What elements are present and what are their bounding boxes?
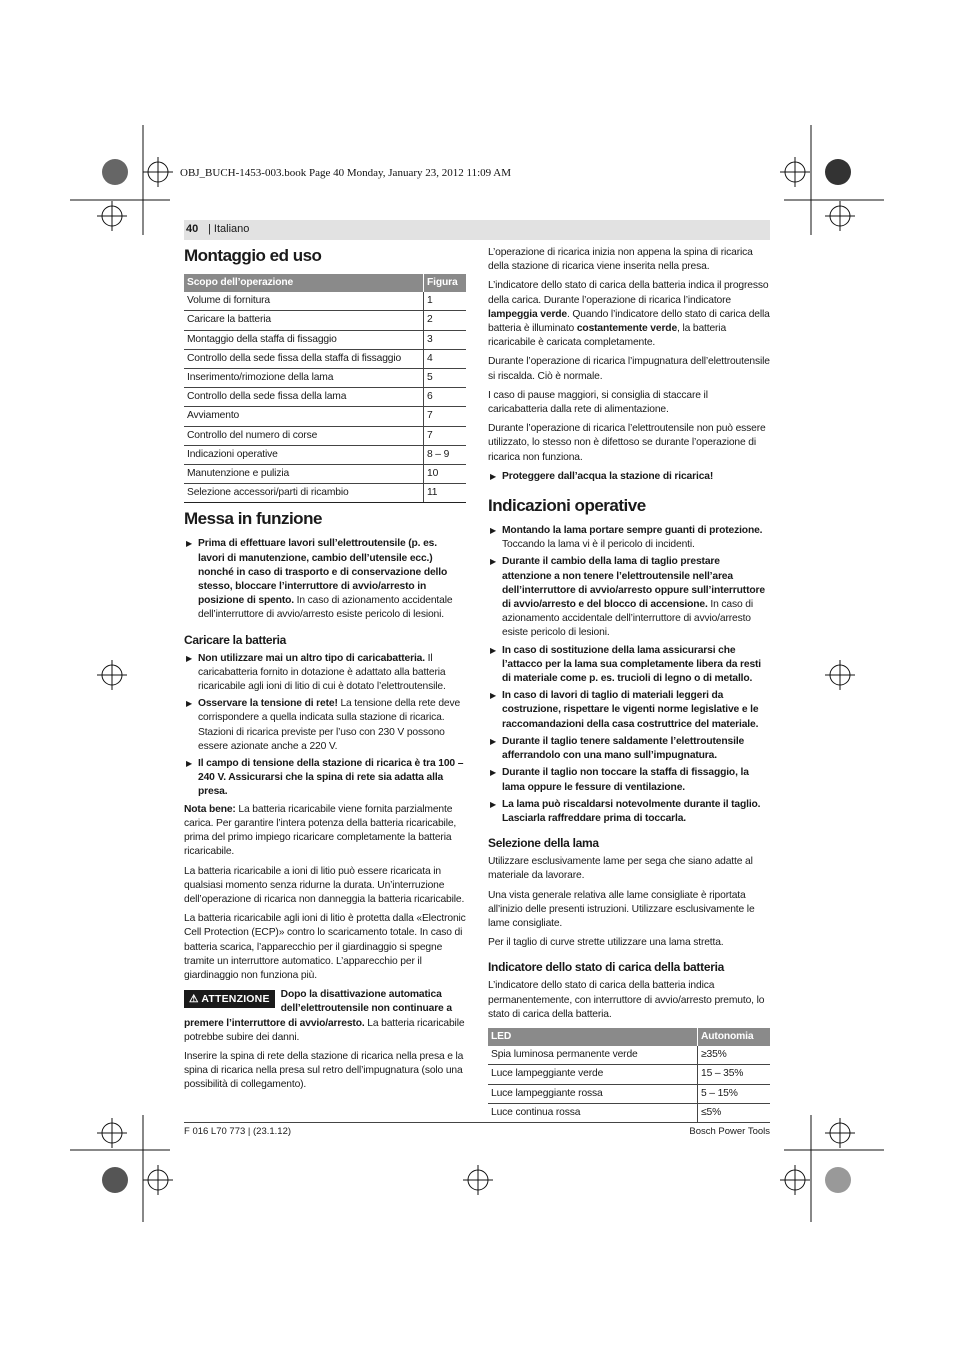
triangle-bullet-icon: ▶ (490, 736, 497, 746)
list-item: ▶ Durante il taglio non toccare la staffa di fissaggio, la lama oppure le fessure di ventilazione. (490, 767, 749, 793)
table-row: Controllo del numero di corse 7 (184, 426, 466, 445)
list-item: ▶ Osservare la tensione di rete! La tensione della rete deve corrispondere a quella indicata sulla stazione di ricarica. Stazioni di ricarica previste per l’uso con 230 V possono essere azionate anche a 220 V. (186, 698, 461, 752)
right-column (488, 246, 770, 1129)
warning-triangle-icon: ⚠ (189, 993, 199, 1006)
triangle-bullet-icon: ▶ (490, 645, 497, 655)
operations-table (184, 274, 466, 503)
left-column (184, 246, 466, 1098)
table-row: Caricare la batteria 2 (184, 311, 466, 330)
paragraph: Una vista generale relativa alle lame consigliate è riportata all’inizio delle presenti istruzioni. Utilizzare esclusivamente le lame consigliate. (488, 889, 755, 929)
subheading-indicatore: Indicatore dello stato di carica della batteria (488, 960, 724, 975)
table-row: Montaggio della staffa di fissaggio 3 (184, 330, 466, 349)
triangle-bullet-icon: ▶ (490, 526, 497, 536)
page-header-bar (184, 220, 770, 240)
table-row: Manutenzione e pulizia 10 (184, 465, 466, 484)
table-header: Scopo dell’operazione (184, 274, 424, 292)
list-item: ▶ Proteggere dall’acqua la stazione di ricarica! (488, 470, 770, 484)
list-item: ▶ Durante il taglio tenere saldamente l’elettroutensile afferrandolo con una mano sull’impugnatura. (490, 735, 745, 762)
subheading-selezione: Selezione della lama (488, 836, 599, 851)
paragraph: La batteria ricaricabile a ioni di litio può essere ricaricata in qualsiasi momento senza ridurne la durata. Un’interruzione dell’operazione di ricarica non danneggia la batteria ricaricabile. (184, 865, 465, 905)
list-item: ▶ Prima di effettuare lavori sull’elettroutensile (p. es. lavori di manutenzione, cambio dell’utensile ecc.) nonché in caso di trasporto e di conservazione dello stesso, bloccare l’interruttore di avvio/arresto in posizione di spento. In caso di azionamento accidentale dell’interruttore di avvio/arresto esiste pericolo di lesioni. (186, 538, 453, 621)
footer-document-code: F 016 L70 773 | (23.1.12) (184, 1126, 292, 1137)
paragraph: L’indicatore dello stato di carica della batteria indica permanentemente, con interruttore di avvio/arresto premuto, lo stato di carica della batteria. (488, 980, 765, 1020)
paragraph: L’operazione di ricarica inizia non appena la spina di ricarica della stazione di ricarica viene inserita nella presa. (488, 247, 753, 273)
triangle-bullet-icon: ▶ (186, 653, 193, 663)
triangle-bullet-icon: ▶ (186, 539, 193, 549)
list-item: ▶ La lama può riscaldarsi notevolmente durante il taglio. Lasciarla raffreddare prima di toccarla. (490, 798, 761, 824)
warning-block: ⚠ ATTENZIONE Dopo la disattivazione automatica dell’elettroutensile non continuare a premere l’interruttore di avvio/arresto. La batteria ricaricabile potrebbe subire dei danni. (184, 989, 465, 1043)
paragraph: Inserire la spina di rete della stazione di ricarica nella presa e la spina di ricarica nella presa sul retro dell’impugnatura (solo una possibilità di collegamento). (184, 1050, 464, 1091)
triangle-bullet-icon: ▶ (490, 557, 497, 567)
header-language: | Italiano (208, 223, 250, 235)
list-item: ▶ In caso di sostituzione della lama assicurarsi che l’attacco per la lama sua completamente libera da resti di materiale come p. es. trucioli di legno o di metallo. (490, 644, 762, 685)
table-row: Luce lampeggiante verde 15 – 35% (488, 1065, 770, 1084)
table-row: Volume di fornitura 1 (184, 292, 466, 311)
paragraph: Durante l’operazione di ricarica l’elettroutensile non può essere utilizzato, lo stesso non è difettoso se durante l’operazione di ricarica non funziona. (488, 423, 766, 463)
subheading-caricare: Caricare la batteria (184, 632, 287, 647)
list-item: ▶ In caso di lavori di taglio di materiali leggeri da costruzione, rispettare le vigenti norme legislative e le raccomandazioni della casa costruttrice del materiale. (490, 690, 759, 730)
triangle-bullet-icon: ▶ (490, 768, 497, 778)
paragraph: I caso di pause maggiori, si consiglia di staccare il caricabatteria dalla rete di alimentazione. (488, 389, 708, 416)
list-item: ▶ Durante il cambio della lama di taglio prestare attenzione a non tenere l’elettroutensile nell’area dell’interruttore di avvio/arresto oppure sull’interruttore di avvio/arresto e del blocco di accensione. In caso di azionamento accidentale dell’interruttore di avvio/arresto esiste pericolo di lesioni. (490, 556, 765, 639)
paragraph: Durante l’operazione di ricarica l’impugnatura dell’elettroutensile si riscalda. Ciò è normale. (488, 356, 770, 382)
nota-paragraph: Nota bene: La batteria ricaricabile viene fornita parzialmente carica. Per garantire l’intera potenza della batteria ricaricabile, prima del primo impiego ricaricare completamente la batteria ricaricabile. (184, 803, 457, 858)
page-number: 40 (186, 223, 199, 235)
list-item: ▶ Montando la lama portare sempre guanti di protezione. Toccando la lama vi è il pericolo di incidenti. (490, 525, 763, 551)
triangle-bullet-icon: ▶ (490, 799, 497, 809)
heading-montaggio: Montaggio ed uso (184, 246, 322, 265)
paragraph: Utilizzare esclusivamente lame per sega che siano adatte al materiale da lavorare. (488, 856, 753, 882)
heading-indicazioni: Indicazioni operative (488, 496, 646, 516)
paragraph: Per il taglio di curve strette utilizzare una lama stretta. (488, 937, 724, 949)
triangle-bullet-icon: ▶ (186, 759, 193, 769)
warning-badge: ⚠ ATTENZIONE (184, 990, 275, 1008)
footer-divider (184, 1122, 770, 1123)
list-item: ▶ Il campo di tensione della stazione di ricarica è tra 100 – 240 V. Assicurarsi che la spina di rete sia adatta alla presa. (186, 758, 464, 798)
list-item: ▶ Non utilizzare mai un altro tipo di caricabatteria. Il caricabatteria fornito in dotazione è adattato alla batteria ricaricabile agli ioni di litio di cui è dotato l’elettroutensile. (186, 652, 446, 693)
triangle-bullet-icon: ▶ (490, 471, 497, 481)
triangle-bullet-icon: ▶ (490, 691, 497, 701)
table-row: Avviamento 7 (184, 407, 466, 426)
paragraph: L’indicatore dello stato di carica della batteria indica il progresso della carica. Durante l’operazione di ricarica l’indicatore lampeggia verde. Quando l’indicatore dello stato di carica della batteria è illuminato costantemente verde, la batteria ricaricabile è caricata completamente. (488, 280, 770, 349)
table-header: Autonomia (698, 1028, 771, 1046)
table-row: Selezione accessori/parti di ricambio 11 (184, 484, 466, 503)
heading-messa: Messa in funzione (184, 509, 322, 529)
triangle-bullet-icon: ▶ (186, 699, 193, 709)
table-row: Luce lampeggiante rossa 5 – 15% (488, 1084, 770, 1103)
footer-brand: Bosch Power Tools (689, 1126, 770, 1137)
table-row: Indicazioni operative 8 – 9 (184, 445, 466, 464)
table-row: Controllo della sede fissa della staffa di fissaggio 4 (184, 349, 466, 368)
table-row: Luce continua rossa ≤5% (488, 1103, 770, 1122)
table-row: Inserimento/rimozione della lama 5 (184, 369, 466, 388)
print-header: OBJ_BUCH-1453-003.book Page 40 Monday, January 23, 2012 11:09 AM (180, 167, 512, 179)
table-row: Controllo della sede fissa della lama 6 (184, 388, 466, 407)
led-table (488, 1028, 770, 1123)
paragraph: La batteria ricaricabile agli ioni di litio è protetta dalla «Electronic Cell Protection (ECP)» contro lo scaricamento totale. In caso di batteria scarica, l’apparecchio per il giardinaggio si spegne tramite un interruttore automatico. L’apparecchio per il giardinaggio non funziona più. (184, 913, 466, 981)
table-row: Spia luminosa permanente verde ≥35% (488, 1046, 770, 1065)
table-header: LED (488, 1028, 698, 1046)
table-header: Figura (424, 274, 467, 292)
